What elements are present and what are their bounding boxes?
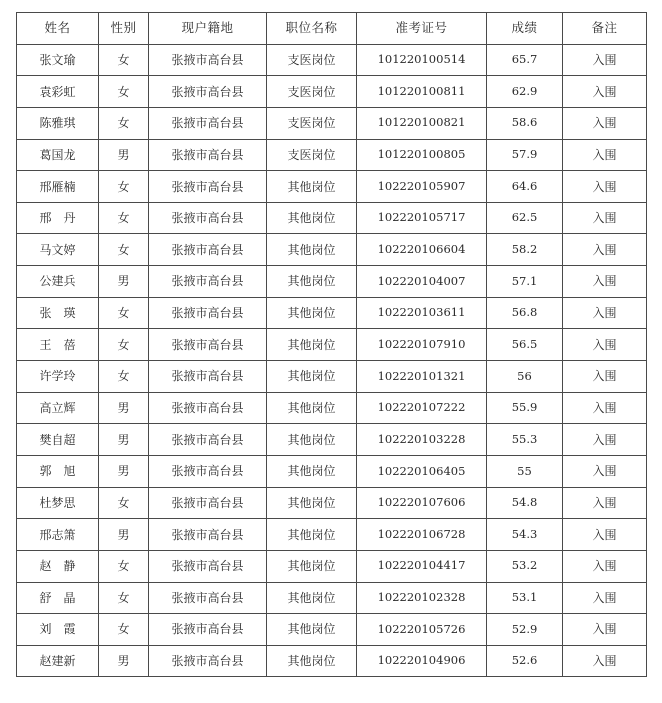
cell-residence: 张掖市高台县 [149, 392, 267, 424]
table-row [17, 392, 647, 424]
cell-gender: 女 [99, 202, 149, 234]
table-row [17, 519, 647, 551]
cell-score: 53.1 [487, 582, 563, 614]
cell-exam-id: 102220105726 [357, 614, 487, 646]
table-row [17, 550, 647, 582]
cell-name: 郭 旭 [17, 455, 99, 487]
cell-gender: 女 [99, 297, 149, 329]
table-row [17, 455, 647, 487]
cell-gender: 男 [99, 266, 149, 298]
cell-score: 52.9 [487, 614, 563, 646]
table-row [17, 297, 647, 329]
cell-remark: 入围 [563, 392, 647, 424]
cell-position: 支医岗位 [267, 44, 357, 76]
table-row [17, 582, 647, 614]
cell-gender: 男 [99, 455, 149, 487]
cell-name: 张文瑜 [17, 44, 99, 76]
cell-exam-id: 102220107222 [357, 392, 487, 424]
cell-score: 55.3 [487, 424, 563, 456]
cell-name: 舒 晶 [17, 582, 99, 614]
cell-position: 其他岗位 [267, 550, 357, 582]
cell-exam-id: 101220100811 [357, 76, 487, 108]
cell-score: 62.9 [487, 76, 563, 108]
header-exam-id: 准考证号 [357, 13, 487, 45]
cell-remark: 入围 [563, 361, 647, 393]
cell-residence: 张掖市高台县 [149, 266, 267, 298]
cell-remark: 入围 [563, 582, 647, 614]
cell-score: 58.2 [487, 234, 563, 266]
cell-score: 58.6 [487, 107, 563, 139]
cell-name: 葛国龙 [17, 139, 99, 171]
cell-gender: 男 [99, 139, 149, 171]
cell-gender: 女 [99, 234, 149, 266]
cell-gender: 男 [99, 645, 149, 677]
cell-gender: 男 [99, 392, 149, 424]
table-row [17, 202, 647, 234]
results-table [16, 12, 647, 677]
cell-score: 56 [487, 361, 563, 393]
cell-residence: 张掖市高台县 [149, 171, 267, 203]
cell-residence: 张掖市高台县 [149, 297, 267, 329]
cell-remark: 入围 [563, 139, 647, 171]
cell-remark: 入围 [563, 645, 647, 677]
cell-exam-id: 102220103611 [357, 297, 487, 329]
cell-score: 65.7 [487, 44, 563, 76]
cell-residence: 张掖市高台县 [149, 582, 267, 614]
cell-name: 邢 丹 [17, 202, 99, 234]
header-row [17, 13, 647, 45]
cell-score: 54.8 [487, 487, 563, 519]
cell-gender: 女 [99, 171, 149, 203]
cell-remark: 入围 [563, 107, 647, 139]
cell-gender: 女 [99, 550, 149, 582]
cell-position: 支医岗位 [267, 139, 357, 171]
cell-score: 55.9 [487, 392, 563, 424]
cell-name: 公建兵 [17, 266, 99, 298]
cell-exam-id: 102220105717 [357, 202, 487, 234]
cell-name: 赵建新 [17, 645, 99, 677]
cell-residence: 张掖市高台县 [149, 361, 267, 393]
cell-gender: 男 [99, 519, 149, 551]
cell-remark: 入围 [563, 234, 647, 266]
cell-residence: 张掖市高台县 [149, 202, 267, 234]
header-remark: 备注 [563, 13, 647, 45]
table-row [17, 361, 647, 393]
table-row [17, 645, 647, 677]
cell-name: 杜梦思 [17, 487, 99, 519]
cell-name: 王 蓓 [17, 329, 99, 361]
cell-exam-id: 101220100514 [357, 44, 487, 76]
cell-name: 许学玲 [17, 361, 99, 393]
table-row [17, 424, 647, 456]
cell-exam-id: 102220106604 [357, 234, 487, 266]
cell-gender: 男 [99, 424, 149, 456]
cell-residence: 张掖市高台县 [149, 550, 267, 582]
cell-exam-id: 102220104007 [357, 266, 487, 298]
cell-remark: 入围 [563, 266, 647, 298]
table-row [17, 139, 647, 171]
cell-score: 57.1 [487, 266, 563, 298]
cell-position: 其他岗位 [267, 424, 357, 456]
cell-remark: 入围 [563, 76, 647, 108]
cell-residence: 张掖市高台县 [149, 139, 267, 171]
header-gender: 性别 [99, 13, 149, 45]
cell-residence: 张掖市高台县 [149, 329, 267, 361]
cell-position: 其他岗位 [267, 614, 357, 646]
cell-name: 刘 霞 [17, 614, 99, 646]
cell-remark: 入围 [563, 297, 647, 329]
cell-residence: 张掖市高台县 [149, 614, 267, 646]
table-row [17, 329, 647, 361]
cell-exam-id: 102220107910 [357, 329, 487, 361]
cell-name: 邢志箫 [17, 519, 99, 551]
cell-name: 陈雅琪 [17, 107, 99, 139]
cell-gender: 女 [99, 329, 149, 361]
table-header [17, 13, 647, 45]
cell-exam-id: 102220106405 [357, 455, 487, 487]
table-row [17, 266, 647, 298]
cell-residence: 张掖市高台县 [149, 645, 267, 677]
table-body [17, 44, 647, 677]
cell-score: 56.5 [487, 329, 563, 361]
cell-residence: 张掖市高台县 [149, 455, 267, 487]
cell-position: 支医岗位 [267, 76, 357, 108]
table-row [17, 171, 647, 203]
cell-position: 其他岗位 [267, 266, 357, 298]
table-row [17, 487, 647, 519]
cell-name: 高立辉 [17, 392, 99, 424]
cell-name: 邢雁楠 [17, 171, 99, 203]
cell-exam-id: 102220104417 [357, 550, 487, 582]
cell-position: 其他岗位 [267, 392, 357, 424]
cell-exam-id: 102220105907 [357, 171, 487, 203]
table-row [17, 614, 647, 646]
cell-position: 其他岗位 [267, 361, 357, 393]
cell-gender: 女 [99, 582, 149, 614]
cell-gender: 女 [99, 487, 149, 519]
cell-remark: 入围 [563, 424, 647, 456]
cell-remark: 入围 [563, 519, 647, 551]
cell-remark: 入围 [563, 44, 647, 76]
cell-remark: 入围 [563, 550, 647, 582]
table-row [17, 234, 647, 266]
cell-exam-id: 102220104906 [357, 645, 487, 677]
cell-remark: 入围 [563, 487, 647, 519]
cell-gender: 女 [99, 107, 149, 139]
cell-score: 62.5 [487, 202, 563, 234]
header-name: 姓名 [17, 13, 99, 45]
cell-exam-id: 101220100805 [357, 139, 487, 171]
cell-position: 其他岗位 [267, 645, 357, 677]
cell-score: 64.6 [487, 171, 563, 203]
cell-remark: 入围 [563, 329, 647, 361]
cell-name: 樊自超 [17, 424, 99, 456]
cell-position: 其他岗位 [267, 234, 357, 266]
cell-exam-id: 102220103228 [357, 424, 487, 456]
cell-position: 其他岗位 [267, 455, 357, 487]
cell-position: 其他岗位 [267, 202, 357, 234]
header-residence: 现户籍地 [149, 13, 267, 45]
cell-name: 袁彩虹 [17, 76, 99, 108]
cell-score: 54.3 [487, 519, 563, 551]
cell-gender: 女 [99, 361, 149, 393]
cell-gender: 女 [99, 76, 149, 108]
cell-remark: 入围 [563, 202, 647, 234]
cell-residence: 张掖市高台县 [149, 44, 267, 76]
table-row [17, 76, 647, 108]
cell-position: 其他岗位 [267, 329, 357, 361]
cell-exam-id: 102220101321 [357, 361, 487, 393]
cell-score: 52.6 [487, 645, 563, 677]
cell-exam-id: 101220100821 [357, 107, 487, 139]
cell-residence: 张掖市高台县 [149, 76, 267, 108]
cell-remark: 入围 [563, 171, 647, 203]
cell-position: 其他岗位 [267, 171, 357, 203]
cell-name: 马文婷 [17, 234, 99, 266]
cell-residence: 张掖市高台县 [149, 234, 267, 266]
cell-score: 55 [487, 455, 563, 487]
cell-position: 支医岗位 [267, 107, 357, 139]
header-position: 职位名称 [267, 13, 357, 45]
cell-residence: 张掖市高台县 [149, 107, 267, 139]
cell-name: 赵 静 [17, 550, 99, 582]
header-score: 成绩 [487, 13, 563, 45]
cell-position: 其他岗位 [267, 519, 357, 551]
cell-remark: 入围 [563, 614, 647, 646]
cell-residence: 张掖市高台县 [149, 487, 267, 519]
table-row [17, 107, 647, 139]
cell-position: 其他岗位 [267, 487, 357, 519]
cell-gender: 女 [99, 614, 149, 646]
cell-gender: 女 [99, 44, 149, 76]
cell-name: 张 瑛 [17, 297, 99, 329]
cell-score: 57.9 [487, 139, 563, 171]
table-row [17, 44, 647, 76]
cell-residence: 张掖市高台县 [149, 519, 267, 551]
cell-position: 其他岗位 [267, 582, 357, 614]
cell-exam-id: 102220102328 [357, 582, 487, 614]
cell-remark: 入围 [563, 455, 647, 487]
cell-exam-id: 102220107606 [357, 487, 487, 519]
cell-position: 其他岗位 [267, 297, 357, 329]
cell-exam-id: 102220106728 [357, 519, 487, 551]
cell-residence: 张掖市高台县 [149, 424, 267, 456]
cell-score: 53.2 [487, 550, 563, 582]
cell-score: 56.8 [487, 297, 563, 329]
